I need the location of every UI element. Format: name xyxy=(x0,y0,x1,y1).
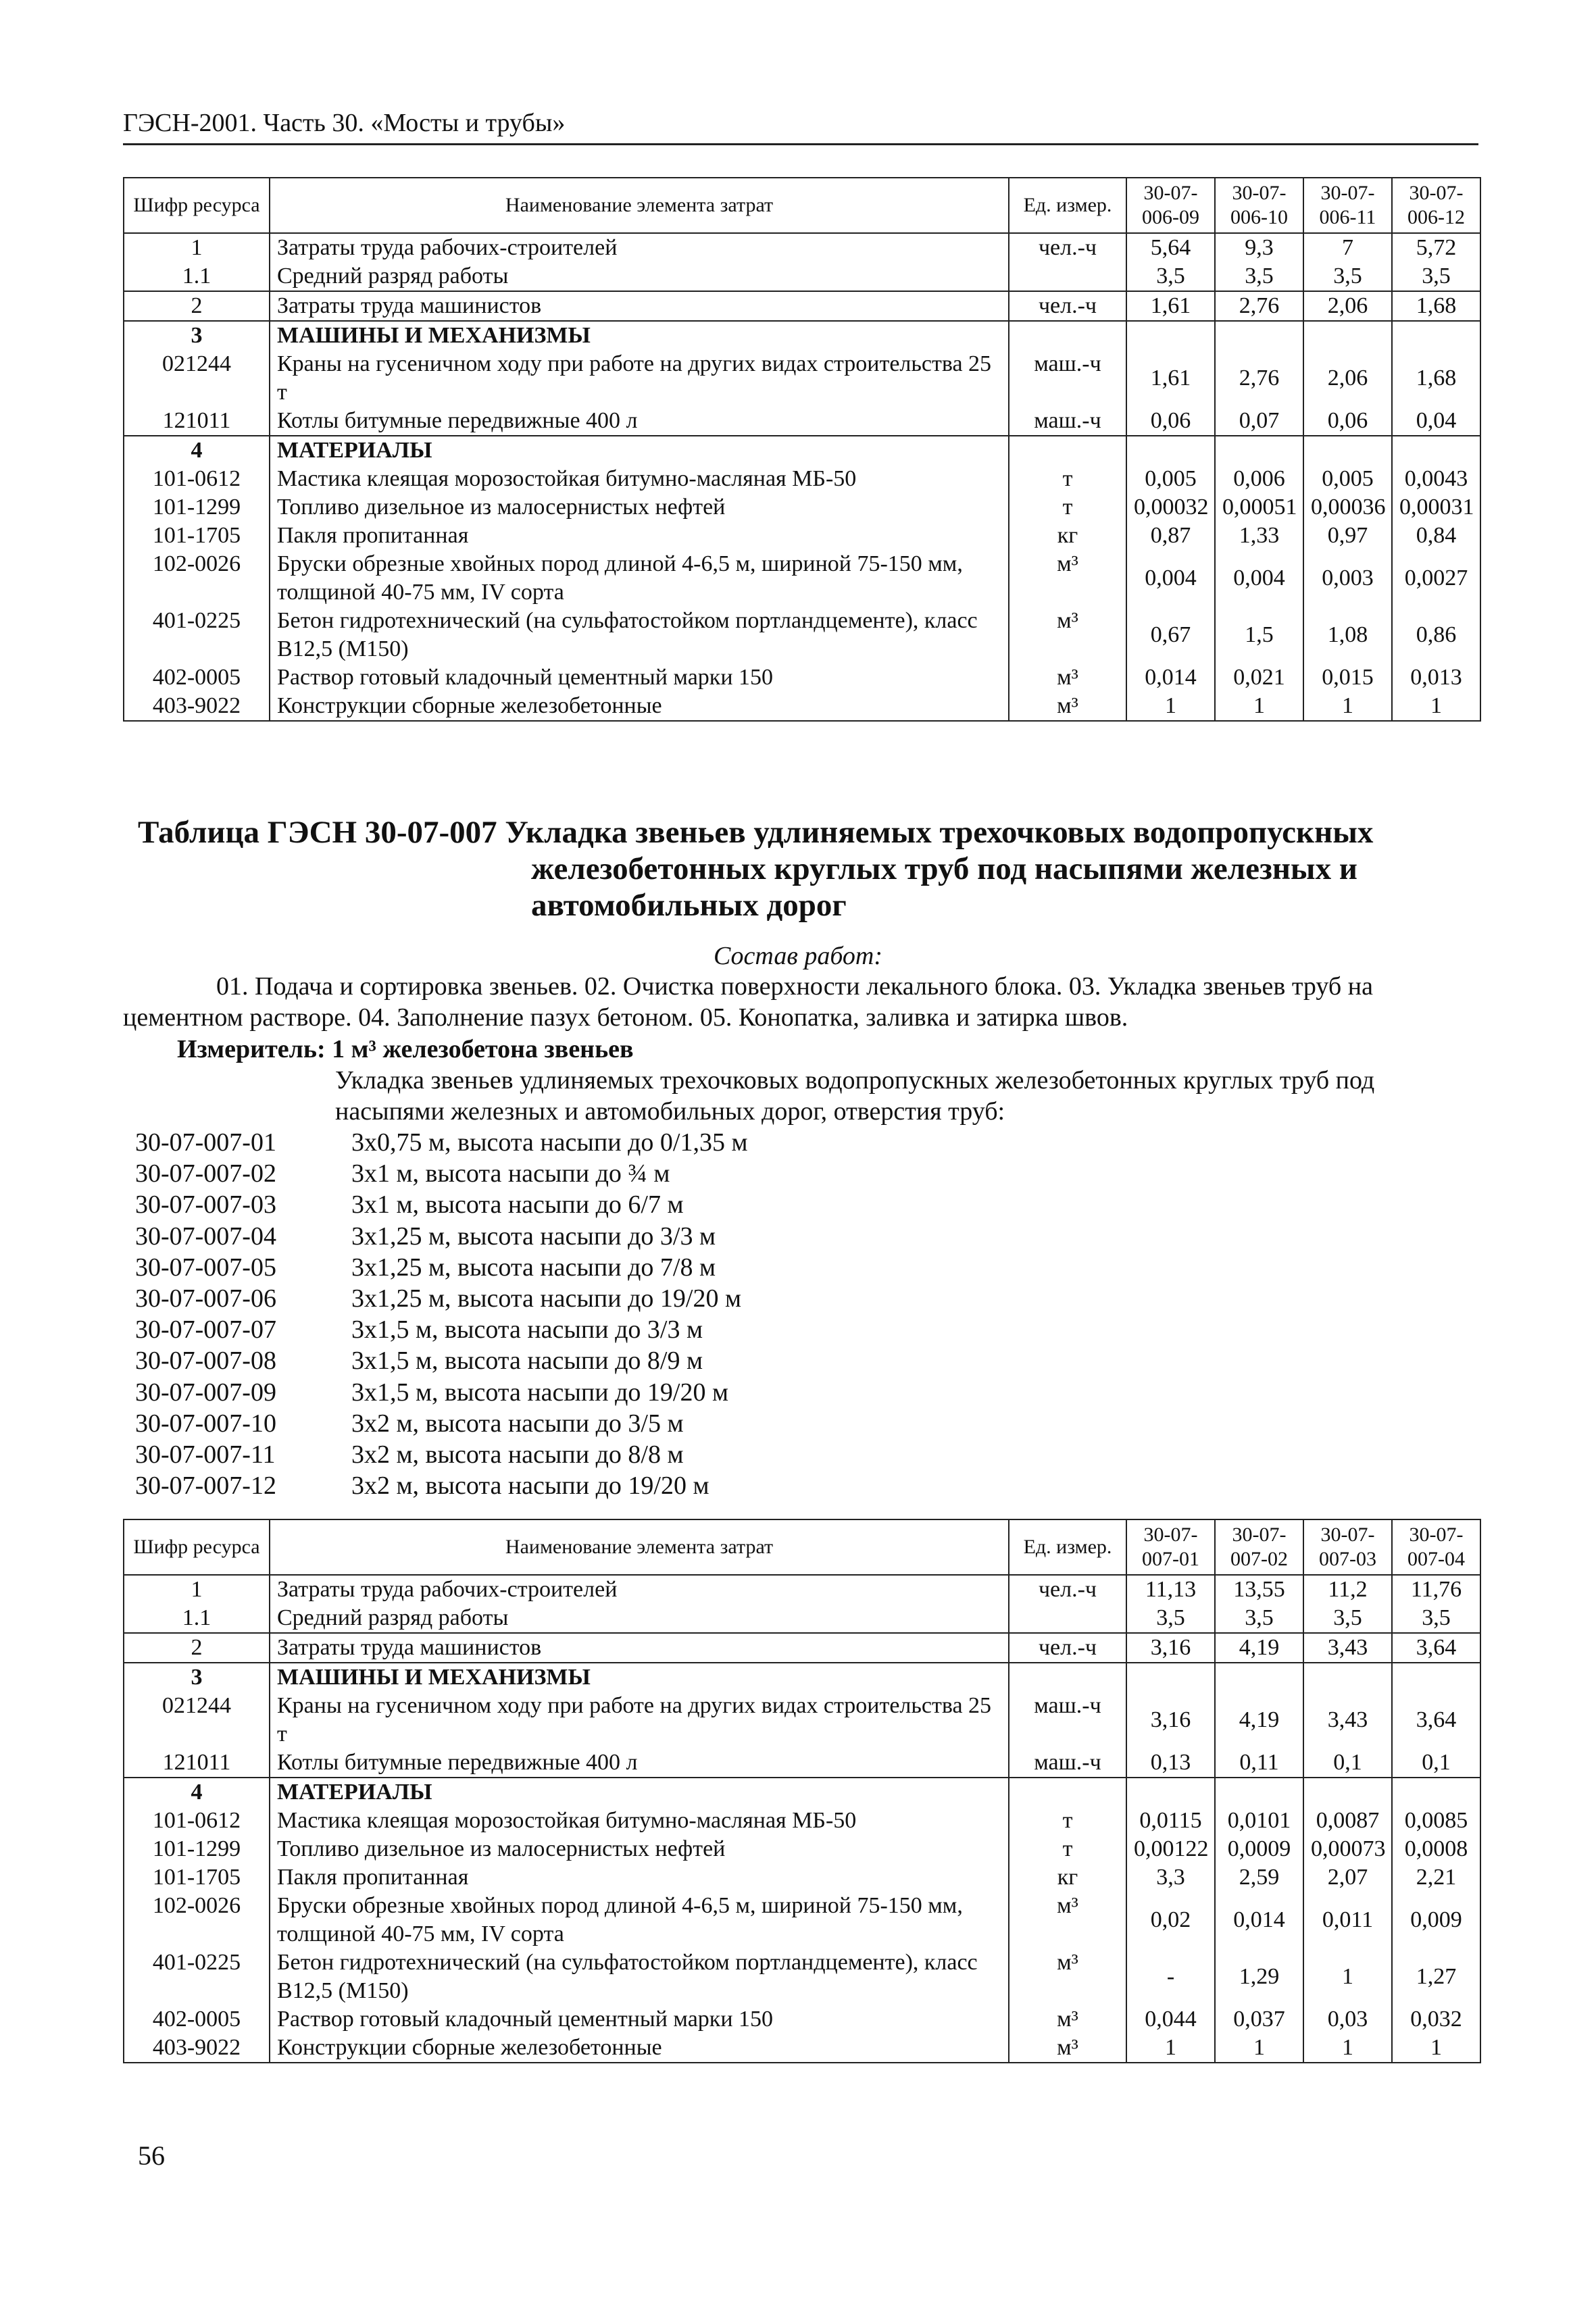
value-cell: 13,55 xyxy=(1215,1575,1303,1604)
value-cell: 3,5 xyxy=(1215,1604,1303,1633)
value-cell: 0,06 xyxy=(1303,407,1392,436)
unit-cell xyxy=(1009,321,1126,350)
value-cell: 1 xyxy=(1392,692,1480,721)
unit-cell: чел.-ч xyxy=(1009,1575,1126,1604)
unit-cell: м³ xyxy=(1009,550,1126,607)
resource-name-cell: Затраты труда рабочих-строителей xyxy=(270,1575,1009,1604)
value-cell: 3,5 xyxy=(1392,262,1480,291)
value-cell: 11,2 xyxy=(1303,1575,1392,1604)
resource-code-cell: 4 xyxy=(124,1778,270,1807)
resource-code-cell: 402-0005 xyxy=(124,2005,270,2034)
list-item xyxy=(135,1158,1351,1189)
norm-items-list xyxy=(135,1127,1351,1501)
item-text: 3х1,25 м, высота насыпи до 19/20 м xyxy=(351,1284,742,1313)
table-row xyxy=(124,522,1480,550)
value-cell: 0,00051 xyxy=(1215,493,1303,522)
table-row xyxy=(124,350,1480,407)
value-cell: 3,5 xyxy=(1303,1604,1392,1633)
resource-name-cell: Средний разряд работы xyxy=(270,262,1009,291)
value-cell: 3,16 xyxy=(1126,1633,1215,1663)
list-item xyxy=(135,1127,1351,1158)
value-cell: 0,1 xyxy=(1392,1749,1480,1778)
col-header-unit: Ед. измер. xyxy=(1009,1519,1126,1575)
resource-name-cell: МАТЕРИАЛЫ xyxy=(270,1778,1009,1807)
col-header-norm: 30-07-007-01 xyxy=(1126,1519,1215,1575)
list-item xyxy=(135,1314,1351,1345)
resource-code-cell: 403-9022 xyxy=(124,692,270,721)
unit-cell: маш.-ч xyxy=(1009,1692,1126,1749)
resource-name-cell: Топливо дизельное из малосернистых нефтей xyxy=(270,1835,1009,1863)
table-row xyxy=(124,692,1480,721)
value-cell xyxy=(1392,321,1480,350)
value-cell: 0,0101 xyxy=(1215,1807,1303,1835)
value-cell: 0,0008 xyxy=(1392,1835,1480,1863)
value-cell: 0,00032 xyxy=(1126,493,1215,522)
resource-code-cell: 101-0612 xyxy=(124,465,270,493)
col-header-norm: 30-07-006-12 xyxy=(1392,178,1480,233)
resource-code-cell: 4 xyxy=(124,436,270,465)
table-row xyxy=(124,233,1480,262)
value-cell: 1 xyxy=(1303,1948,1392,2005)
resource-name-cell: Бетон гидротехнический (на сульфатостойком портландцементе), класс В12,5 (М150) xyxy=(270,607,1009,663)
title-line-2: железобетонных круглых труб под насыпями железных и xyxy=(531,851,1357,886)
table-row xyxy=(124,1633,1480,1663)
value-cell: 0,021 xyxy=(1215,663,1303,692)
value-cell: 3,5 xyxy=(1303,262,1392,291)
item-code: 30-07-007-10 xyxy=(135,1409,276,1438)
value-cell xyxy=(1126,436,1215,465)
resource-name-cell: Бетон гидротехнический (на сульфатостойком портландцементе), класс В12,5 (М150) xyxy=(270,1948,1009,2005)
value-cell: 0,0115 xyxy=(1126,1807,1215,1835)
value-cell: 2,21 xyxy=(1392,1863,1480,1892)
resource-table-2 xyxy=(123,1519,1481,2063)
value-cell: 1,61 xyxy=(1126,291,1215,321)
resource-code-cell: 101-1705 xyxy=(124,1863,270,1892)
col-header-norm: 30-07-007-03 xyxy=(1303,1519,1392,1575)
table-header-row xyxy=(124,178,1480,233)
unit-cell: чел.-ч xyxy=(1009,291,1126,321)
meter-unit: Измеритель: 1 м³ железобетона звеньев xyxy=(177,1035,634,1063)
value-cell xyxy=(1303,321,1392,350)
resource-code-cell: 101-1299 xyxy=(124,1835,270,1863)
value-cell: 3,64 xyxy=(1392,1633,1480,1663)
value-cell: 3,43 xyxy=(1303,1692,1392,1749)
value-cell: 0,011 xyxy=(1303,1892,1392,1948)
value-cell: 1,33 xyxy=(1215,522,1303,550)
resource-name-cell: Бруски обрезные хвойных пород длиной 4-6,5 м, шириной 75-150 мм, толщиной 40-75 мм, IV сорта xyxy=(270,1892,1009,1948)
resource-code-cell: 2 xyxy=(124,291,270,321)
resource-code-cell: 102-0026 xyxy=(124,550,270,607)
table-row xyxy=(124,291,1480,321)
value-cell: 0,005 xyxy=(1303,465,1392,493)
value-cell: 2,76 xyxy=(1215,350,1303,407)
value-cell: 9,3 xyxy=(1215,233,1303,262)
resource-name-cell: Средний разряд работы xyxy=(270,1604,1009,1633)
value-cell: 0,03 xyxy=(1303,2005,1392,2034)
table-row xyxy=(124,1948,1480,2005)
value-cell: 3,64 xyxy=(1392,1692,1480,1749)
item-text: 3х1,5 м, высота насыпи до 8/9 м xyxy=(351,1347,703,1376)
unit-cell xyxy=(1009,1663,1126,1692)
value-cell: 0,06 xyxy=(1126,407,1215,436)
resource-code-cell: 1 xyxy=(124,1575,270,1604)
resource-code-cell: 1 xyxy=(124,233,270,262)
table-row xyxy=(124,1863,1480,1892)
value-cell: 11,76 xyxy=(1392,1575,1480,1604)
value-cell: 0,00122 xyxy=(1126,1835,1215,1863)
value-cell: 0,013 xyxy=(1392,663,1480,692)
list-item xyxy=(135,1345,1351,1376)
item-code: 30-07-007-07 xyxy=(135,1315,276,1344)
unit-cell: м³ xyxy=(1009,663,1126,692)
composition-label: Состав работ: xyxy=(713,942,883,970)
value-cell: 1 xyxy=(1215,692,1303,721)
table-header-row xyxy=(124,1519,1480,1575)
value-cell: 0,0043 xyxy=(1392,465,1480,493)
item-text: 3х2 м, высота насыпи до 8/8 м xyxy=(351,1440,684,1469)
unit-cell: м³ xyxy=(1009,1892,1126,1948)
value-cell: 3,3 xyxy=(1126,1863,1215,1892)
item-code: 30-07-007-03 xyxy=(135,1190,276,1219)
item-code: 30-07-007-05 xyxy=(135,1253,276,1282)
resource-code-cell: 3 xyxy=(124,1663,270,1692)
value-cell xyxy=(1215,436,1303,465)
value-cell: 0,86 xyxy=(1392,607,1480,663)
value-cell: 0,87 xyxy=(1126,522,1215,550)
value-cell: 0,84 xyxy=(1392,522,1480,550)
value-cell: 1,08 xyxy=(1303,607,1392,663)
table-row xyxy=(124,1807,1480,1835)
list-item xyxy=(135,1283,1351,1314)
value-cell: 0,014 xyxy=(1126,663,1215,692)
table-row xyxy=(124,1778,1480,1807)
table-row xyxy=(124,1604,1480,1633)
value-cell: 0,67 xyxy=(1126,607,1215,663)
col-header-norm: 30-07-006-10 xyxy=(1215,178,1303,233)
value-cell: 0,037 xyxy=(1215,2005,1303,2034)
item-text: 3х2 м, высота насыпи до 19/20 м xyxy=(351,1472,709,1501)
table-row xyxy=(124,436,1480,465)
value-cell: 1,61 xyxy=(1126,350,1215,407)
resource-name-cell: Краны на гусеничном ходу при работе на других видах строительства 25 т xyxy=(270,1692,1009,1749)
table-row xyxy=(124,407,1480,436)
value-cell: 4,19 xyxy=(1215,1692,1303,1749)
value-cell: 0,0027 xyxy=(1392,550,1480,607)
list-item xyxy=(135,1439,1351,1470)
resource-name-cell: Мастика клеящая морозостойкая битумно-масляная МБ-50 xyxy=(270,1807,1009,1835)
resource-name-cell: Пакля пропитанная xyxy=(270,1863,1009,1892)
table-row xyxy=(124,262,1480,291)
resource-name-cell: Мастика клеящая морозостойкая битумно-масляная МБ-50 xyxy=(270,465,1009,493)
table-row xyxy=(124,1892,1480,1948)
item-code: 30-07-007-01 xyxy=(135,1128,276,1157)
section-title xyxy=(138,814,1480,924)
value-cell: 1 xyxy=(1303,2034,1392,2063)
value-cell: 1 xyxy=(1126,692,1215,721)
resource-table-1 xyxy=(123,177,1481,722)
table-row xyxy=(124,1749,1480,1778)
resource-name-cell: Топливо дизельное из малосернистых нефтей xyxy=(270,493,1009,522)
table-row xyxy=(124,2005,1480,2034)
value-cell xyxy=(1215,321,1303,350)
table-row xyxy=(124,607,1480,663)
unit-cell: т xyxy=(1009,1835,1126,1863)
list-item xyxy=(135,1377,1351,1408)
value-cell: 1 xyxy=(1126,2034,1215,2063)
col-header-norm: 30-07-007-04 xyxy=(1392,1519,1480,1575)
value-cell: 7 xyxy=(1303,233,1392,262)
resource-code-cell: 021244 xyxy=(124,1692,270,1749)
table-body xyxy=(124,233,1480,721)
unit-cell: маш.-ч xyxy=(1009,350,1126,407)
item-code: 30-07-007-09 xyxy=(135,1378,276,1407)
value-cell: 1,68 xyxy=(1392,291,1480,321)
value-cell: 1 xyxy=(1303,692,1392,721)
value-cell: 0,07 xyxy=(1215,407,1303,436)
unit-cell: т xyxy=(1009,493,1126,522)
resource-name-cell: Конструкции сборные железобетонные xyxy=(270,2034,1009,2063)
resource-name-cell: Котлы битумные передвижные 400 л xyxy=(270,1749,1009,1778)
resource-name-cell: МАШИНЫ И МЕХАНИЗМЫ xyxy=(270,321,1009,350)
value-cell xyxy=(1303,436,1392,465)
resource-code-cell: 021244 xyxy=(124,350,270,407)
resource-code-cell: 401-0225 xyxy=(124,607,270,663)
item-text: 3х2 м, высота насыпи до 3/5 м xyxy=(351,1409,684,1438)
value-cell: 1,5 xyxy=(1215,607,1303,663)
col-header-name: Наименование элемента затрат xyxy=(270,178,1009,233)
table-row xyxy=(124,465,1480,493)
value-cell: 0,00073 xyxy=(1303,1835,1392,1863)
resource-code-cell: 401-0225 xyxy=(124,1948,270,2005)
unit-cell: кг xyxy=(1009,522,1126,550)
table-row xyxy=(124,1575,1480,1604)
items-intro: Укладка звеньев удлиняемых трехочковых водопропускных железобетонных круглых труб под насыпями железных и автомобильных дорог, отверстия труб: xyxy=(335,1066,1375,1126)
value-cell: 0,0009 xyxy=(1215,1835,1303,1863)
resource-name-cell: Затраты труда машинистов xyxy=(270,291,1009,321)
resource-code-cell: 403-9022 xyxy=(124,2034,270,2063)
col-header-unit: Ед. измер. xyxy=(1009,178,1126,233)
resource-code-cell: 102-0026 xyxy=(124,1892,270,1948)
value-cell: 3,5 xyxy=(1126,262,1215,291)
value-cell: 0,005 xyxy=(1126,465,1215,493)
value-cell: 1 xyxy=(1392,2034,1480,2063)
value-cell: 0,0087 xyxy=(1303,1807,1392,1835)
value-cell: 1,68 xyxy=(1392,350,1480,407)
value-cell: 5,64 xyxy=(1126,233,1215,262)
resource-name-cell: Пакля пропитанная xyxy=(270,522,1009,550)
item-code: 30-07-007-04 xyxy=(135,1222,276,1251)
value-cell: 0,004 xyxy=(1126,550,1215,607)
unit-cell: маш.-ч xyxy=(1009,1749,1126,1778)
resource-code-cell: 101-1705 xyxy=(124,522,270,550)
unit-cell: т xyxy=(1009,1807,1126,1835)
value-cell: 0,004 xyxy=(1215,550,1303,607)
unit-cell xyxy=(1009,1604,1126,1633)
value-cell: 2,06 xyxy=(1303,291,1392,321)
col-header-norm: 30-07-006-11 xyxy=(1303,178,1392,233)
value-cell: - xyxy=(1126,1948,1215,2005)
table-row xyxy=(124,550,1480,607)
page-number: 56 xyxy=(138,2140,165,2171)
value-cell: 1,27 xyxy=(1392,1948,1480,2005)
value-cell: 0,02 xyxy=(1126,1892,1215,1948)
value-cell: 1,29 xyxy=(1215,1948,1303,2005)
value-cell xyxy=(1392,436,1480,465)
value-cell: 5,72 xyxy=(1392,233,1480,262)
value-cell: 0,00031 xyxy=(1392,493,1480,522)
title-line-1: Таблица ГЭСН 30-07-007 Укладка звеньев удлиняемых трехочковых водопропускных xyxy=(138,815,1374,850)
unit-cell: м³ xyxy=(1009,2034,1126,2063)
col-header-norm: 30-07-006-09 xyxy=(1126,178,1215,233)
value-cell xyxy=(1392,1778,1480,1807)
value-cell: 0,009 xyxy=(1392,1892,1480,1948)
value-cell: 11,13 xyxy=(1126,1575,1215,1604)
value-cell xyxy=(1126,1778,1215,1807)
works-description: 01. Подача и сортировка звеньев. 02. Очистка поверхности лекального блока. 03. Укладка звеньев труб на цементном растворе. 04. Заполнение пазух бетоном. 05. Конопатка, заливка и затирка швов. xyxy=(123,972,1373,1032)
unit-cell: м³ xyxy=(1009,692,1126,721)
table-row xyxy=(124,493,1480,522)
resource-code-cell: 3 xyxy=(124,321,270,350)
table-row xyxy=(124,663,1480,692)
item-code: 30-07-007-11 xyxy=(135,1440,276,1469)
value-cell xyxy=(1126,1663,1215,1692)
unit-cell xyxy=(1009,436,1126,465)
resource-code-cell: 2 xyxy=(124,1633,270,1663)
page-header: ГЭСН-2001. Часть 30. «Мосты и трубы» xyxy=(123,108,1478,145)
unit-cell: маш.-ч xyxy=(1009,407,1126,436)
item-text: 3х0,75 м, высота насыпи до 0/1,35 м xyxy=(351,1128,748,1157)
unit-cell xyxy=(1009,262,1126,291)
item-text: 3х1,5 м, высота насыпи до 3/3 м xyxy=(351,1315,703,1344)
unit-cell: чел.-ч xyxy=(1009,1633,1126,1663)
value-cell xyxy=(1126,321,1215,350)
value-cell: 2,59 xyxy=(1215,1863,1303,1892)
resource-name-cell: Бруски обрезные хвойных пород длиной 4-6,5 м, шириной 75-150 мм, толщиной 40-75 мм, IV сорта xyxy=(270,550,1009,607)
value-cell xyxy=(1215,1663,1303,1692)
value-cell: 0,006 xyxy=(1215,465,1303,493)
unit-cell: т xyxy=(1009,465,1126,493)
value-cell: 3,43 xyxy=(1303,1633,1392,1663)
table-row xyxy=(124,1663,1480,1692)
value-cell: 2,76 xyxy=(1215,291,1303,321)
item-code: 30-07-007-06 xyxy=(135,1284,276,1313)
item-text: 3х1 м, высота насыпи до 6/7 м xyxy=(351,1190,684,1219)
unit-cell: чел.-ч xyxy=(1009,233,1126,262)
unit-cell: м³ xyxy=(1009,607,1126,663)
value-cell: 0,13 xyxy=(1126,1749,1215,1778)
item-text: 3х1 м, высота насыпи до ¾ м xyxy=(351,1159,670,1188)
value-cell: 0,032 xyxy=(1392,2005,1480,2034)
col-header-code: Шифр ресурса xyxy=(124,178,270,233)
value-cell: 3,5 xyxy=(1215,262,1303,291)
resource-code-cell: 121011 xyxy=(124,407,270,436)
item-code: 30-07-007-12 xyxy=(135,1472,276,1501)
unit-cell: м³ xyxy=(1009,2005,1126,2034)
resource-name-cell: Раствор готовый кладочный цементный марки 150 xyxy=(270,663,1009,692)
resource-code-cell: 101-0612 xyxy=(124,1807,270,1835)
resource-name-cell: Затраты труда машинистов xyxy=(270,1633,1009,1663)
value-cell: 4,19 xyxy=(1215,1633,1303,1663)
value-cell: 1 xyxy=(1215,2034,1303,2063)
resource-name-cell: Краны на гусеничном ходу при работе на других видах строительства 25 т xyxy=(270,350,1009,407)
value-cell xyxy=(1215,1778,1303,1807)
value-cell: 0,97 xyxy=(1303,522,1392,550)
unit-cell xyxy=(1009,1778,1126,1807)
resource-code-cell: 101-1299 xyxy=(124,493,270,522)
table-row xyxy=(124,321,1480,350)
item-text: 3х1,5 м, высота насыпи до 19/20 м xyxy=(351,1378,729,1407)
item-code: 30-07-007-08 xyxy=(135,1347,276,1376)
value-cell: 2,06 xyxy=(1303,350,1392,407)
table-row xyxy=(124,1835,1480,1863)
list-item xyxy=(135,1470,1351,1501)
resource-name-cell: МАТЕРИАЛЫ xyxy=(270,436,1009,465)
resource-code-cell: 121011 xyxy=(124,1749,270,1778)
value-cell: 0,04 xyxy=(1392,407,1480,436)
value-cell: 0,015 xyxy=(1303,663,1392,692)
table-row xyxy=(124,1692,1480,1749)
item-text: 3х1,25 м, высота насыпи до 7/8 м xyxy=(351,1253,716,1282)
list-item xyxy=(135,1252,1351,1283)
item-text: 3х1,25 м, высота насыпи до 3/3 м xyxy=(351,1222,716,1251)
resource-code-cell: 1.1 xyxy=(124,1604,270,1633)
unit-cell: м³ xyxy=(1009,1948,1126,2005)
value-cell: 0,003 xyxy=(1303,550,1392,607)
col-header-code: Шифр ресурса xyxy=(124,1519,270,1575)
value-cell: 3,5 xyxy=(1126,1604,1215,1633)
value-cell: 3,16 xyxy=(1126,1692,1215,1749)
value-cell: 0,11 xyxy=(1215,1749,1303,1778)
value-cell xyxy=(1303,1663,1392,1692)
value-cell: 3,5 xyxy=(1392,1604,1480,1633)
list-item xyxy=(135,1189,1351,1220)
resource-code-cell: 402-0005 xyxy=(124,663,270,692)
col-header-name: Наименование элемента затрат xyxy=(270,1519,1009,1575)
resource-code-cell: 1.1 xyxy=(124,262,270,291)
value-cell xyxy=(1303,1778,1392,1807)
value-cell: 0,044 xyxy=(1126,2005,1215,2034)
list-item xyxy=(135,1221,1351,1252)
resource-name-cell: Раствор готовый кладочный цементный марки 150 xyxy=(270,2005,1009,2034)
item-code: 30-07-007-02 xyxy=(135,1159,276,1188)
table-row xyxy=(124,2034,1480,2063)
value-cell: 0,1 xyxy=(1303,1749,1392,1778)
unit-cell: кг xyxy=(1009,1863,1126,1892)
resource-name-cell: Конструкции сборные железобетонные xyxy=(270,692,1009,721)
value-cell: 0,014 xyxy=(1215,1892,1303,1948)
value-cell: 0,00036 xyxy=(1303,493,1392,522)
title-line-3: автомобильных дорог xyxy=(531,888,847,923)
list-item xyxy=(135,1408,1351,1439)
resource-name-cell: Котлы битумные передвижные 400 л xyxy=(270,407,1009,436)
value-cell xyxy=(1392,1663,1480,1692)
table-body xyxy=(124,1575,1480,2063)
value-cell: 2,07 xyxy=(1303,1863,1392,1892)
col-header-norm: 30-07-007-02 xyxy=(1215,1519,1303,1575)
resource-name-cell: Затраты труда рабочих-строителей xyxy=(270,233,1009,262)
resource-name-cell: МАШИНЫ И МЕХАНИЗМЫ xyxy=(270,1663,1009,1692)
value-cell: 0,0085 xyxy=(1392,1807,1480,1835)
